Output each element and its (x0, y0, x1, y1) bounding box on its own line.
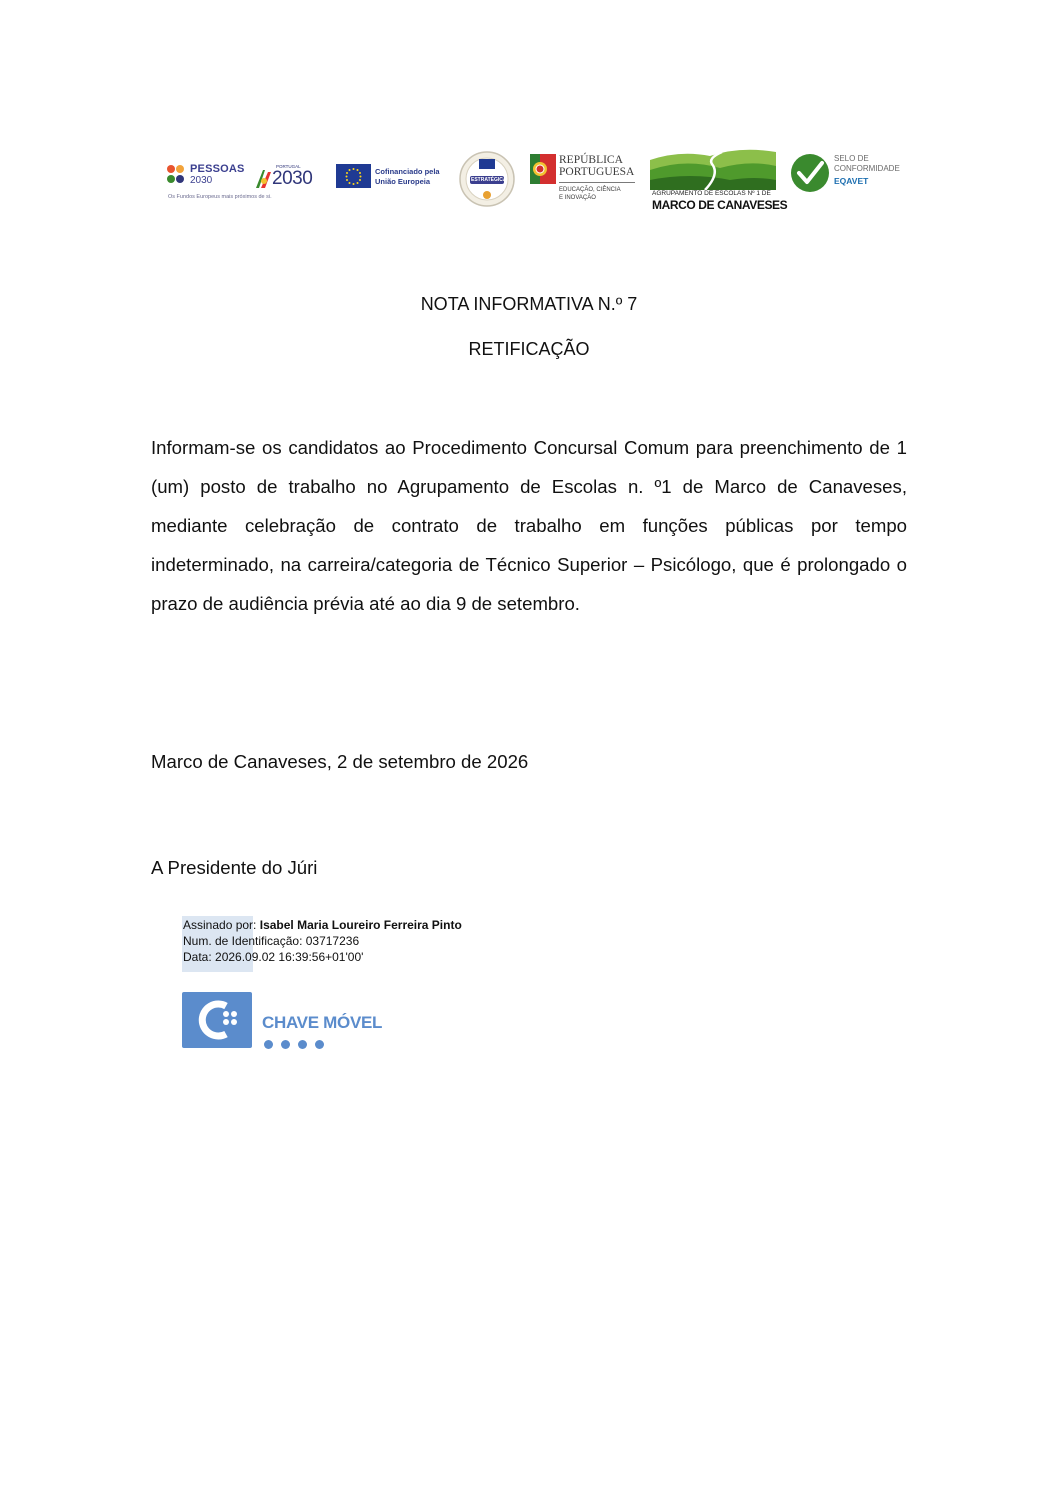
signed-by-line (183, 917, 462, 933)
republica-title (559, 154, 634, 178)
document-body: Informam-se os candidatos ao Procedimento Concursal Comum para preenchimento de 1 (um) posto de trabalho no Agrupamento de Escolas n. º1 de Marco de Canaveses, mediante celebração de contrato de trabalho em funções públicas por tempo indeterminado, na carreira/categoria de Técnico Superior – Psicólogo, que é prolongado o prazo de audiência prévia até ao dia 9 de setembro. (151, 437, 907, 614)
signature-date-line: Data: 2026.09.02 16:39:56+01'00' (183, 950, 364, 964)
dot-icon (281, 1040, 290, 1049)
signed-by-name: Isabel Maria Loureiro Ferreira Pinto (259, 918, 462, 932)
pessoas-year: 2030 (190, 175, 213, 186)
chave-movel-icon (182, 992, 252, 1048)
agrupamento-logo (650, 146, 788, 214)
eqavet-line-3: EQAVET (834, 176, 869, 186)
landscape-hills-icon (650, 146, 776, 190)
republica-line-1: REPÚBLICA (559, 154, 623, 166)
dot-icon (264, 1040, 273, 1049)
pessoas-name: PESSOAS (190, 163, 245, 175)
signature-id-line: Num. de Identificação: 03717236 (183, 934, 360, 948)
portugal-2030-year: 2030 (272, 168, 313, 189)
chave-movel-dots (264, 1036, 332, 1054)
logo-strip (162, 146, 908, 214)
badge-label: ESTRATÉGICA (471, 177, 507, 183)
eu-cofinanced-logo (336, 164, 448, 190)
republica-line-2: PORTUGUESA (559, 166, 635, 178)
republica-portuguesa-logo (530, 152, 640, 212)
republica-ministry (559, 186, 621, 202)
republica-sub-2: E INOVAÇÃO (559, 195, 596, 201)
eqavet-line-2: CONFORMIDADE (834, 164, 900, 173)
pessoas-tagline: Os Fundos Europeus mais próximos de si. (168, 194, 272, 200)
dot-icon (315, 1040, 324, 1049)
dot-icon (298, 1040, 307, 1049)
portugal-2030-mark-icon (254, 168, 272, 190)
eqavet-text (834, 154, 900, 174)
portuguese-shield-icon (530, 154, 556, 184)
pessoas-mark-icon (166, 164, 186, 186)
eqavet-seal-logo (790, 152, 908, 196)
estrategica-badge (458, 150, 516, 208)
republica-divider (559, 182, 635, 183)
signatory-role: A Presidente do Júri (151, 857, 318, 878)
eu-line-1: Cofinanciado pela (375, 167, 440, 176)
digital-signature-block (183, 917, 462, 965)
republica-sub-1: EDUCAÇÃO, CIÊNCIA (559, 187, 621, 193)
agrupamento-sub: AGRUPAMENTO DE ESCOLAS Nº 1 DE (652, 190, 771, 197)
portugal-2030-logo (254, 162, 320, 194)
chave-movel-label: CHAVE MÓVEL (262, 1013, 383, 1032)
place-date: Marco de Canaveses, 2 de setembro de 2026 (151, 751, 529, 772)
agrupamento-main: MARCO DE CANAVESES (652, 198, 788, 212)
document-subtitle: RETIFICAÇÃO (468, 339, 590, 359)
portugal-2030-small: PORTUGAL (276, 164, 301, 169)
eu-line-2: União Europeia (375, 177, 431, 186)
eu-flag-icon (336, 164, 371, 188)
document-title: NOTA INFORMATIVA N.º 7 (420, 294, 638, 314)
eu-text (375, 167, 440, 187)
eqavet-line-1: SELO DE (834, 154, 869, 163)
chave-movel-logo (182, 992, 382, 1050)
check-seal-icon (790, 152, 830, 194)
signed-by-label: Assinado por: (183, 918, 257, 932)
